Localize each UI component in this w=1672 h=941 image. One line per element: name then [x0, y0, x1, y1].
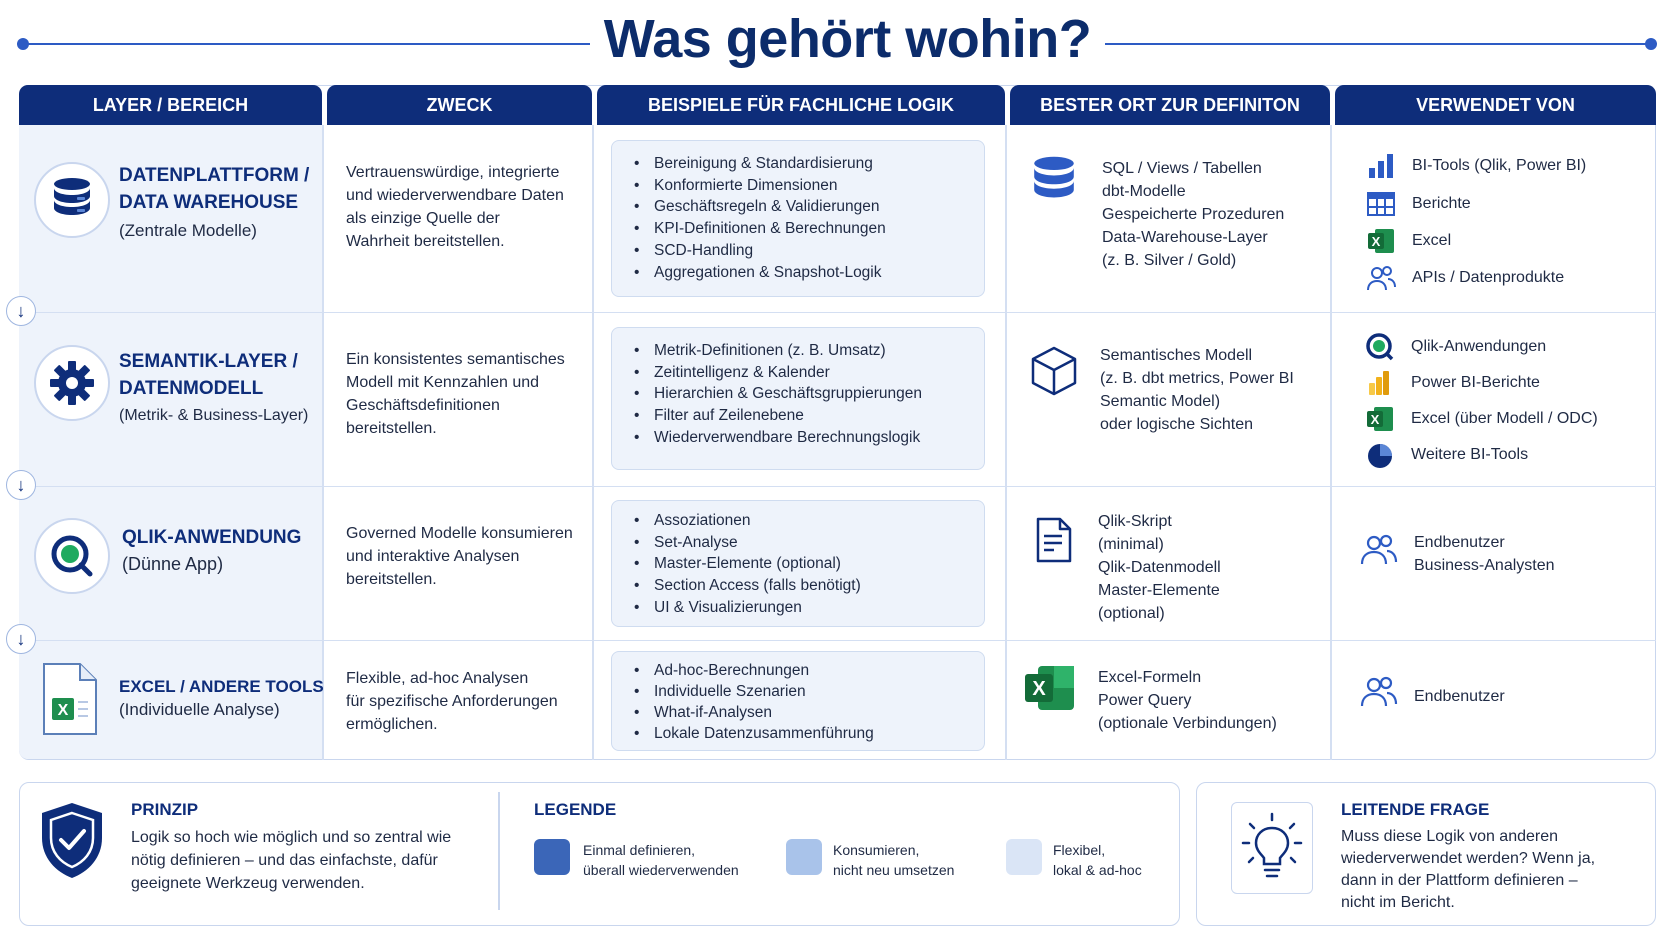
guiding-question-title: LEITENDE FRAGE [1341, 800, 1490, 819]
example-item: • Metrik-Definitionen (z. B. Umsatz) [634, 340, 974, 362]
example-item: • Konformierte Dimensionen [634, 175, 974, 197]
row-divider [19, 312, 1656, 313]
gear-icon [34, 345, 110, 421]
legend-text: Einmal definieren, überall wiederverwenden [583, 842, 739, 878]
legend-title: LEGENDE [534, 800, 617, 819]
example-item: • Section Access (falls benötigt) [634, 575, 974, 597]
used-by-item: X Excel (über Modell / ODC) [1363, 405, 1598, 433]
column-divider [1330, 125, 1332, 760]
layer-subtitle: (Dünne App) [122, 554, 224, 574]
flow-down-arrow-icon: ↓ [6, 470, 36, 500]
row-divider [19, 486, 1656, 487]
legend-swatch-flexible [1006, 839, 1042, 875]
purpose-text: Vertrauenswürdige, integrierte und wiederverwendbare Daten als einzige Quelle der Wahrheit bereitstellen. [346, 164, 564, 250]
header-examples: BEISPIELE FÜR FACHLICHE LOGIK [597, 85, 1005, 125]
header-best-place: BESTER ORT ZUR DEFINITON [1010, 85, 1330, 125]
used-by-item: Weitere BI-Tools [1363, 441, 1528, 469]
title-line-left [22, 43, 590, 45]
best-place-text: SQL / Views / Tabellen dbt-Modelle Gespeicherte Prozeduren Data-Warehouse-Layer (z. B. Silver / Gold) [1102, 160, 1285, 269]
users-icon [1360, 674, 1398, 713]
table-icon [1364, 190, 1398, 218]
layer-title: DATENMODELL [119, 378, 264, 399]
principle-title: PRINZIP [131, 800, 199, 819]
flow-down-arrow-icon: ↓ [6, 296, 36, 326]
legend-swatch-consume [786, 839, 822, 875]
examples-box [611, 140, 985, 297]
example-item: • KPI-Definitionen & Berechnungen [634, 218, 974, 240]
guiding-question-text: Muss diese Logik von anderen wiederverwendet werden? Wenn ja, dann in der Plattform definieren – nicht im Bericht. [1341, 828, 1596, 911]
example-item: • Zeitintelligenz & Kalender [634, 362, 974, 384]
column-divider [322, 125, 324, 760]
legend-text: Konsumieren, nicht neu umsetzen [833, 842, 955, 878]
example-item: • SCD-Handling [634, 240, 974, 262]
page-title: Was gehört wohin? [603, 9, 1092, 69]
used-by-text: Endbenutzer [1414, 688, 1505, 705]
flow-down-arrow-icon: ↓ [6, 624, 36, 654]
column-divider [592, 125, 594, 760]
excel-icon [1364, 227, 1398, 255]
purpose-text: Ein konsistentes semantisches Modell mit Kennzahlen und Geschäftsdefinitionen bereitstellen. [346, 351, 565, 437]
example-item: • Wiederverwendbare Berechnungslogik [634, 427, 974, 449]
used-by-text: Endbenutzer Business-Analysten [1414, 534, 1555, 574]
row-divider [19, 640, 1656, 641]
layer-subtitle: (Zentrale Modelle) [119, 221, 257, 240]
purpose-text: Governed Modelle konsumieren und interaktive Analysen bereitstellen. [346, 525, 573, 588]
qlik-icon [34, 518, 110, 594]
lightbulb-icon [1231, 802, 1313, 894]
used-by-item: Berichte [1364, 190, 1471, 218]
layer-title: SEMANTIK-LAYER / [119, 351, 298, 372]
best-place-text: Qlik-Skript (minimal) Qlik-Datenmodell Master-Elemente (optional) [1098, 513, 1221, 622]
best-place-text: Excel-Formeln Power Query (optionale Verbindungen) [1098, 669, 1277, 732]
example-item: • What-if-Analysen [634, 702, 974, 723]
svg-text:X: X [1371, 234, 1381, 249]
best-place-text: Semantisches Modell (z. B. dbt metrics, Power BI Semantic Model) oder logische Sichten [1100, 347, 1294, 433]
example-item: • Set-Analyse [634, 532, 974, 554]
layer-subtitle: (Individuelle Analyse) [119, 700, 280, 719]
title-dot-right [1645, 38, 1657, 50]
example-item: • Master-Elemente (optional) [634, 553, 974, 575]
cube-icon [1030, 345, 1078, 402]
pie-chart-icon [1363, 441, 1397, 469]
svg-text:X: X [57, 702, 69, 719]
used-by-item: Power BI-Berichte [1363, 369, 1540, 397]
svg-text:X: X [1032, 678, 1046, 700]
used-by-item: APIs / Datenprodukte [1364, 264, 1564, 292]
example-item: • UI & Visualizierungen [634, 597, 974, 619]
script-icon [1034, 516, 1074, 569]
column-divider [1005, 125, 1007, 760]
excel-icon [1024, 664, 1076, 717]
layer-title: EXCEL / ANDERE TOOLS [119, 677, 324, 696]
purpose-text: Flexible, ad-hoc Analysen für spezifische Anforderungen ermöglichen. [346, 670, 558, 733]
excel-icon [1363, 405, 1397, 433]
title-line-right [1105, 43, 1650, 45]
used-by-item: X Excel [1364, 227, 1451, 255]
legend-swatch-define-once [534, 839, 570, 875]
example-item: • Hierarchien & Geschäftsgruppierungen [634, 383, 974, 405]
qlik-icon [1363, 333, 1397, 361]
users-icon [1360, 532, 1398, 571]
layer-title: DATA WAREHOUSE [119, 192, 299, 213]
example-item: • Assoziationen [634, 510, 974, 532]
bar-chart-icon [1364, 152, 1398, 180]
header-purpose: ZWECK [327, 85, 592, 125]
used-by-item: BI-Tools (Qlik, Power BI) [1364, 152, 1586, 180]
header-layer: LAYER / BEREICH [19, 85, 322, 125]
examples-box [611, 327, 985, 470]
examples-box [611, 500, 985, 627]
footer-divider [498, 792, 500, 910]
database-icon [34, 162, 110, 238]
example-item: • Bereinigung & Standardisierung [634, 153, 974, 175]
layer-title: DATENPLATTFORM / [119, 165, 310, 186]
database-icon [1032, 155, 1076, 212]
header-used-by: VERWENDET VON [1335, 85, 1656, 125]
example-item: • Lokale Datenzusammenführung [634, 723, 974, 744]
svg-text:X: X [1370, 412, 1380, 427]
example-item: • Filter auf Zeilenebene [634, 405, 974, 427]
excel-file-icon [40, 662, 100, 741]
example-item: • Ad-hoc-Berechnungen [634, 660, 974, 681]
powerbi-icon [1363, 369, 1397, 397]
example-item: • Aggregationen & Snapshot-Logik [634, 262, 974, 284]
example-item: • Individuelle Szenarien [634, 681, 974, 702]
layer-subtitle: (Metrik- & Business-Layer) [119, 407, 309, 424]
legend-text: Flexibel, lokal & ad-hoc [1053, 842, 1142, 878]
principle-text: Logik so hoch wie möglich und so zentral wie nötig definieren – und das einfachste, dafür geeignete Werkzeug verwenden. [131, 829, 452, 892]
shield-check-icon [38, 800, 106, 885]
layer-title: QLIK-ANWENDUNG [122, 527, 302, 548]
example-item: • Geschäftsregeln & Validierungen [634, 196, 974, 218]
users-icon [1364, 264, 1398, 292]
examples-box [611, 651, 985, 751]
used-by-item: Qlik-Anwendungen [1363, 333, 1546, 361]
